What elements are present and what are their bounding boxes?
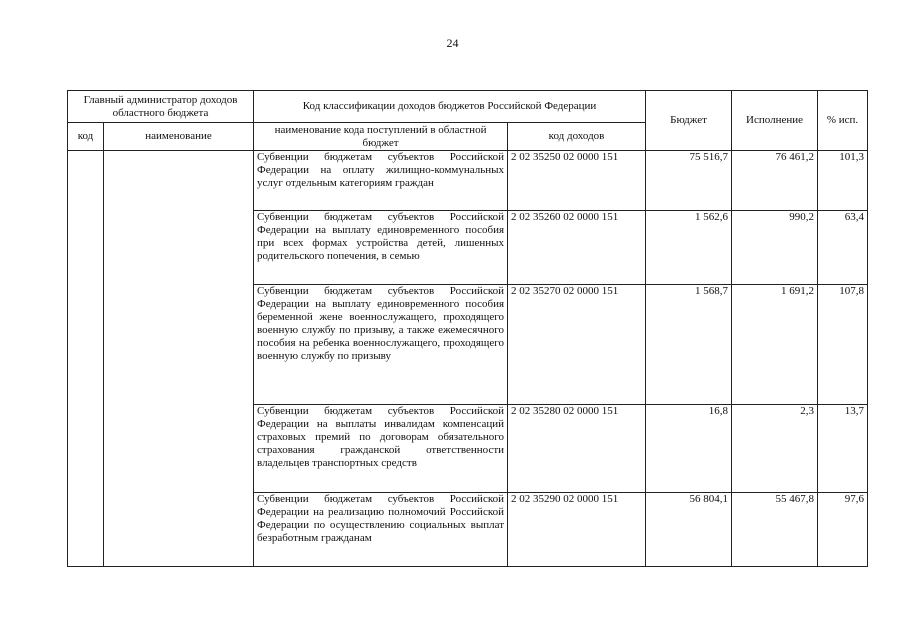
income-code-cell: 2 02 35250 02 0000 151: [508, 151, 646, 211]
execution-cell: 990,2: [732, 211, 818, 285]
admin-code-header: код: [68, 123, 104, 151]
percent-cell: 13,7: [818, 405, 868, 493]
admin-group-header: Главный администратор доходов областного бюджета: [68, 91, 254, 123]
income-code-cell: 2 02 35290 02 0000 151: [508, 493, 646, 567]
income-code-cell: 2 02 35260 02 0000 151: [508, 211, 646, 285]
execution-cell: 2,3: [732, 405, 818, 493]
income-name-cell: Субвенции бюджетам субъектов Российской Федерации на выплаты инвалидам компенсаций страховых премий по договорам обязательного страхования гражданской ответственности владельцев транспортных средств: [254, 405, 508, 493]
income-code-header: код доходов: [508, 123, 646, 151]
admin-name-cell: [104, 151, 254, 567]
income-name-header: наименование кода поступлений в областной бюджет: [254, 123, 508, 151]
classification-group-header: Код классификации доходов бюджетов Российской Федерации: [254, 91, 646, 123]
income-code-cell: 2 02 35280 02 0000 151: [508, 405, 646, 493]
percent-cell: 97,6: [818, 493, 868, 567]
page-number: 24: [446, 36, 459, 50]
percent-cell: 101,3: [818, 151, 868, 211]
income-name-cell: Субвенции бюджетам субъектов Российской Федерации на выплату единовременного пособия при всех формах устройства детей, лишенных родительского попечения, в семью: [254, 211, 508, 285]
income-name-cell: Субвенции бюджетам субъектов Российской Федерации на выплату единовременного пособия беременной жене военнослужащего, проходящего военную службу по призыву, а также ежемесячного пособия на ребенка военнослужащего, проходящего военную службу по призыву: [254, 285, 508, 405]
header-row-top: [68, 91, 868, 123]
budget-cell: 1 562,6: [646, 211, 732, 285]
admin-code-cell: [68, 151, 104, 567]
execution-cell: 1 691,2: [732, 285, 818, 405]
execution-cell: 76 461,2: [732, 151, 818, 211]
income-name-cell: Субвенции бюджетам субъектов Российской Федерации на реализацию полномочий Российской Федерации по осуществлению социальных выплат безработным гражданам: [254, 493, 508, 567]
execution-cell: 55 467,8: [732, 493, 818, 567]
budget-header: Бюджет: [646, 91, 732, 151]
percent-cell: 107,8: [818, 285, 868, 405]
percent-header: % исп.: [818, 91, 868, 151]
table-row: [68, 151, 868, 211]
budget-cell: 75 516,7: [646, 151, 732, 211]
income-name-cell: Субвенции бюджетам субъектов Российской Федерации на оплату жилищно-коммунальных услуг отдельным категориям граждан: [254, 151, 508, 211]
budget-cell: 16,8: [646, 405, 732, 493]
admin-name-header: наименование: [104, 123, 254, 151]
income-code-cell: 2 02 35270 02 0000 151: [508, 285, 646, 405]
budget-cell: 56 804,1: [646, 493, 732, 567]
percent-cell: 63,4: [818, 211, 868, 285]
budget-cell: 1 568,7: [646, 285, 732, 405]
income-table: [67, 90, 868, 567]
execution-header: Исполнение: [732, 91, 818, 151]
